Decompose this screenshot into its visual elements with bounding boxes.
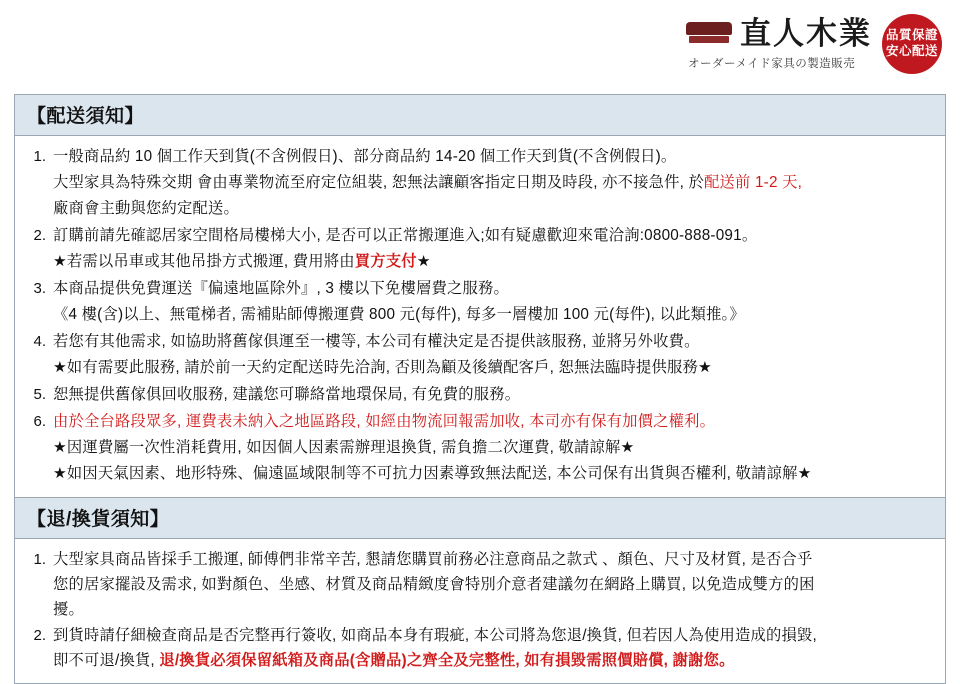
notice-text: ★如因天氣因素、地形特殊、偏遠區域限制等不可抗力因素導致無法配送, 本公司保有出貨與否權利, 敬請諒解★ [53,465,812,482]
quality-seal-badge [882,14,942,74]
notice-text: 大型家具商品皆採手工搬運, 師傅們非常辛苦, 懇請您購買前務必注意商品之款式 、顏色、尺寸及材質, 是否合乎 [53,551,813,568]
list-item-number: 2. [33,627,46,644]
list-item-number: 6. [33,413,46,430]
notice-text: ★若需以吊車或其他吊掛方式搬運, 費用將由 [53,253,355,270]
brand-logo-text [686,15,872,71]
brand-name: 直人木業 [740,15,872,51]
list-item-body [53,409,933,487]
list-item [27,382,933,408]
notice-line [53,329,933,355]
brand-tagline: オーダーメイド家具の製造販売 [688,57,856,70]
notice-line [53,144,933,170]
notice-line [53,302,933,328]
list-item [27,409,933,487]
notice-text: 廠商會主動與您約定配送。 [53,200,239,217]
notice-line [53,648,933,673]
notice-line [53,223,933,249]
list-item-body [53,276,933,328]
list-item [27,623,933,673]
notice-text: ★如有需要此服務, 請於前一天約定配送時先洽詢, 否則為顧及後續配客戶, 恕無法臨時提供服務★ [53,359,712,376]
notice-line [53,597,933,622]
notice-line [53,170,933,196]
list-item-body [53,329,933,381]
notice-text: ★ [416,253,431,270]
list-item-number: 4. [33,333,46,350]
list-item-number: 1. [33,551,46,568]
seal-line-2: 安心配送 [885,44,938,58]
notice-line [53,196,933,222]
notice-text: 一般商品約 10 個工作天到貨(不含例假日)、部分商品約 14-20 個工作天到貨(不含例假日)。 [53,148,677,165]
notice-text: 本商品提供免費運送『偏遠地區除外』, 3 樓以下免樓層費之服務。 [53,280,509,297]
notice-text: 您的居家擺設及需求, 如對顏色、坐感、材質及商品精緻度會特別介意者建議勿在網路上購買, 以免造成雙方的困 [53,576,815,593]
notice-line [53,276,933,302]
wood-furniture-icon [686,20,732,46]
notice-line [53,409,933,435]
list-item-body [53,144,933,222]
notice-line [53,435,933,461]
notice-line [53,355,933,381]
notice-text: 若您有其他需求, 如協助將舊傢俱運至一樓等, 本公司有權決定是否提供該服務, 並將另外收費。 [53,333,700,350]
notice-text: 訂購前請先確認居家空間格局樓梯大小, 是否可以正常搬運進入;如有疑慮歡迎來電洽詢:0800-888-091。 [53,227,758,244]
notice-text: 《4 樓(含)以上、無電梯者, 需補貼師傅搬運費 800 元(每件), 每多一層樓加 100 元(每件), 以此類推。》 [53,306,745,323]
brand-logo [686,14,942,74]
page-header [0,0,960,88]
list-item [27,144,933,222]
notice-list [15,539,945,683]
notice-text: 恕無提供舊傢俱回收服務, 建議您可聯絡當地環保局, 有免費的服務。 [53,386,521,403]
list-item [27,276,933,328]
section-title: 【配送須知】 [15,95,945,136]
notice-line [53,547,933,572]
notice-document [14,94,946,684]
list-item [27,547,933,622]
notice-text: 大型家具為特殊交期 會由專業物流至府定位組裝, 恕無法讓顧客指定日期及時段, 亦不接急件, 於 [53,174,705,191]
list-item [27,223,933,275]
list-item [27,329,933,381]
list-item-number: 1. [33,148,46,165]
notice-text: 退/換貨必須保留紙箱及商品(含贈品)之齊全及完整性, 如有損毀需照價賠償, 謝謝您。 [159,652,735,669]
notice-line [53,623,933,648]
notice-text: 到貨時請仔細檢查商品是否完整再行簽收, 如商品本身有瑕疵, 本公司將為您退/換貨, 但若因人為使用造成的損毀, [53,627,817,644]
list-item-body [53,547,933,622]
notice-line [53,382,933,408]
notice-text: 由於全台路段眾多, 運費表未納入之地區路段, 如經由物流回報需加收, 本司亦有保有加價之權利。 [53,413,716,430]
list-item-number: 3. [33,280,46,297]
notice-text: 買方支付 [354,253,417,270]
notice-text: 即不可退/換貨, [53,652,160,669]
notice-text: ★因運費屬一次性消耗費用, 如因個人因素需辦理退換貨, 需負擔二次運費, 敬請諒解★ [53,439,635,456]
list-item-number: 2. [33,227,46,244]
notice-line [53,249,933,275]
notice-text: 配送前 1-2 天, [704,174,803,191]
list-item-body [53,623,933,673]
notice-line [53,461,933,487]
seal-line-1: 品質保證 [885,28,938,43]
notice-list [15,136,945,497]
list-item-body [53,382,933,408]
section-title: 【退/換貨須知】 [15,497,945,539]
notice-line [53,572,933,597]
notice-text: 擾。 [53,601,84,618]
list-item-body [53,223,933,275]
list-item-number: 5. [33,386,46,403]
